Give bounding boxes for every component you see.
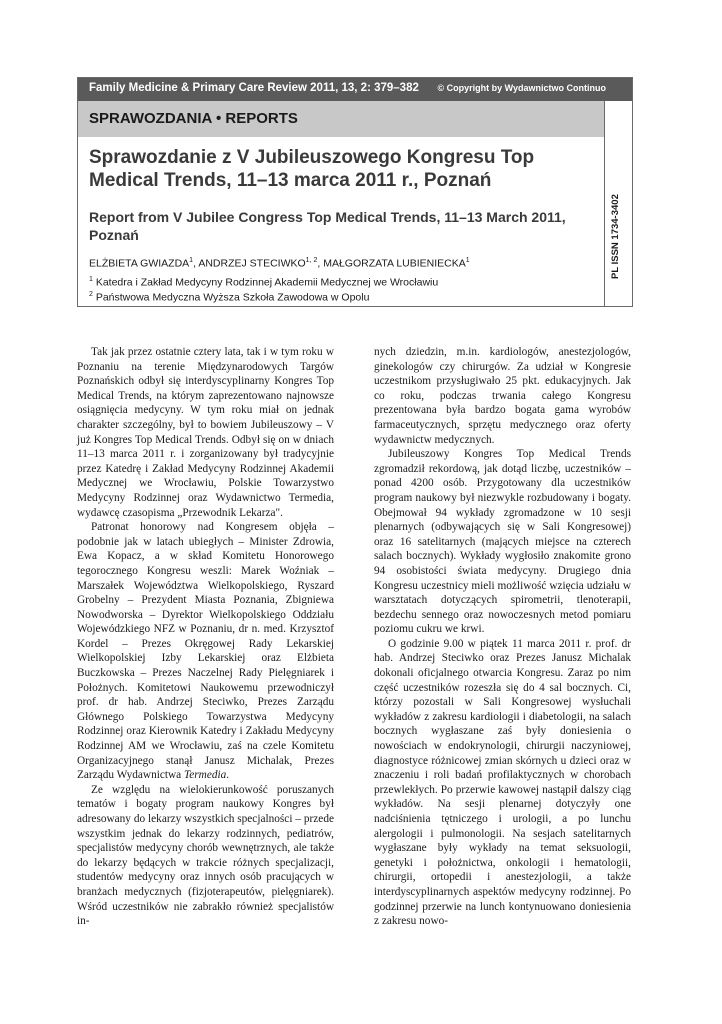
paragraph: Patronat honorowy nad Kongresem objęła – podobnie jak w latach ubiegłych – Minister Zdrowia, Ewa Kopacz, a w skład Komitetu Honorowego tegorocznego Kongresu weszli: Marek Woźniak – Marszałek Województwa Wielkopolskiego, Ryszard Grobelny – Prezydent Miasta Poznania, Zbigniewa Nowodworska – Dyrektor Wielkopolskiego Oddziału Wojewódzkiego NFZ w Poznaniu, dr n. med. Krzysztof Kordel – Prezes Okręgowej Rady Lekarskiej Wielkopolskiej Izby Lekarskiej oraz Elżbieta Buczkowska – Prezes Naczelnej Rady Pielęgniarek i Położnych. Komitetowi Naukowemu przewodniczył prof. dr hab. Andrzej Steciwko, Prezes Zarządu Głównego Polskiego Towarzystwa Medycyny Rodzinnej oraz Kierownik Katedry i Zakładu Medycyny Rodzinnej AM we Wrocławiu, zaś na czele Komitetu Organizacyjnego stanął Janusz Michalak, Prezes Zarządu Wydawnictwa Termedia. (77, 521, 334, 782)
body-column-right (374, 345, 631, 929)
section-bar (78, 101, 605, 137)
paragraph-text: Patronat honorowy nad Kongresem objęła – podobnie jak w latach ubiegłych – Minister Zdrowia, Ewa Kopacz, a w skład Komitetu Honorowego tegorocznego Kongresu weszli: Marek Woźniak – Marszałek Województwa Wielkopolskiego, Ryszard Grobelny – Prezydent Miasta Poznania, Zbigniewa Nowodworska – Dyrektor Wielkopolskiego Oddziału Wojewódzkiego NFZ w Poznaniu, dr n. med. Krzysztof Kordel – Prezes Okręgowej Rady Lekarskiej Wielkopolskiej Izby Lekarskiej oraz Elżbieta Buczkowska – Prezes Naczelnej Rady Pielęgniarek i Położnych. Komitetowi Naukowemu przewodniczył prof. dr hab. Andrzej Steciwko, Prezes Zarządu Głównego Polskiego Towarzystwa Medycyny Rodzinnej oraz Kierownik Katedry i Zakładu Medycyny Rodzinnej AM we Wrocławiu, zaś na czele Komitetu Organizacyjnego stanął Janusz Michalak, Prezes Zarządu Wydawnictwa (77, 521, 334, 782)
affiliation (89, 276, 438, 289)
affiliation (89, 291, 369, 304)
paragraph: Ze względu na wielokierunkowość poruszanych tematów i bogaty program naukowy Kongres był adresowany do lekarzy wszystkich specjalności – przede wszystkim jednak do lekarzy rodzinnych, pediatrów, specjalistów medycyny chorób wewnętrznych, ale także do lekarzy będących w trakcie różnych specjalizacji, studentów medycyny oraz innych osób pracujących w branżach medycznych (fizjoterapeutów, pielęgniarek). Wśród uczestników nie zabrakło również specjalistów in- (77, 783, 334, 928)
author-name: MAŁGORZATA LUBIENIECKA (323, 257, 466, 270)
journal-bar (78, 78, 632, 101)
section-label: SPRAWOZDANIA • REPORTS (89, 110, 298, 127)
author-affiliation-mark: 1, 2 (305, 257, 318, 264)
article-header (77, 77, 633, 307)
author-affiliation-mark: 1 (465, 257, 470, 264)
copyright-notice: © Copyright by Wydawnictwo Continuo (437, 83, 606, 93)
paragraph: Tak jak przez ostatnie cztery lata, tak i w tym roku w Poznaniu na terenie Międzynarodowych Targów Poznańskich odbył się interdyscyplinarny Kongres Top Medical Trends, na którym zaprezentowano najnowsze osiągnięcia medycyny. W tym roku miał on jednak charakter szczególny, był to bowiem Jubileuszowy – V już Kongres Top Medical Trends. Odbył się on w dniach 11–13 marca 2011 r. i zorganizowany był tradycyjnie przez Katedrę i Zakład Medycyny Rodzinnej Akademii Medycznej we Wrocławiu, Polskie Towarzystwo Medycyny Rodzinnej oraz Wydawnictwo Termedia, wydawcę czasopisma „Przewodnik Lekarza". (77, 346, 334, 519)
affiliation-mark: 2 (89, 291, 93, 298)
emphasis: Termedia (184, 769, 227, 782)
issn-strip (604, 101, 632, 306)
paragraph: O godzinie 9.00 w piątek 11 marca 2011 r. prof. dr hab. Andrzej Steciwko oraz Prezes Janusz Michalak dokonali oficjalnego otwarcia Kongresu. Zaraz po nim część uczestników rozeszła się do 4 sal bocznych. Ci, którzy pozostali w Sali Kongresowej wysłuchali wykładów z zakresu kardiologii i diabetologii, na salach bocznych wygłaszane zaś były doniesienia o nowościach w endokrynologii, chirurgii naczyniowej, diagnostyce różnicowej zmian skórnych u dzieci oraz w znaczeniu i roli badań profilaktycznych w chorobach przewlekłych. Po przerwie kawowej nastąpił dalszy ciąg wykładów. Na sesji plenarnej dotyczyły one nadciśnienia tętniczego i urologii, a po lunchu alergologii i pulmonologii. Na sesjach satelitarnych wygłaszane były wykłady na temat seksuologii, genetyki i położnictwa, onkologii i hematologii, chirurgii, ortopedii i anestezjologii, a także interdyscyplinarnych aspektów medycyny rodzinnej. Po godzinnej przerwie na lunch kontynuowano doniesienia z zakresu nowo- (374, 637, 631, 928)
paragraph: Jubileuszowy Kongres Top Medical Trends zgromadził rekordową, jak dotąd liczbę, uczestników – ponad 4200 osób. Przygotowany dla uczestników program naukowy był niezwykle rozbudowany i bogaty. Obejmował 94 wykłady zgromadzone w 10 sesji plenarnych (odbywających się w Sali Kongresowej) oraz 16 satelitarnych (mających miejsce na czterech salach bocznych). Wykłady wygłosiło znakomite grono 94 osobistości świata medycyny. Drugiego dnia Kongresu uczestnicy mieli możliwość wzięcia udziału w warsztatach dotyczących spirometrii, tlenoterapii, bezdechu sennego oraz nowoczesnych metod pomiaru poziomu cukru we krwi. (374, 448, 631, 636)
author-affiliation-mark: 1 (189, 257, 194, 264)
author-name: ELŻBIETA GWIAZDA (89, 257, 190, 270)
body-column-left (77, 345, 334, 929)
author-name: ANDRZEJ STECIWKO (198, 257, 306, 270)
paragraph: nych dziedzin, m.in. kardiologów, anestezjologów, ginekologów czy chirurgów. Za udział w Kongresie uczestnikom przysługiwało 25 pkt. edukacyjnych. Jak co roku, podczas trwania całego Kongresu prezentowana była bardzo bogata gama wyrobów farmaceutycznych, sprzętu medycznego oraz oferty wydawnictw medycznych. (374, 346, 631, 446)
affiliation-mark: 1 (89, 276, 93, 283)
author-list: ELŻBIETA GWIAZDA$^1$, ANDRZEJ STECIWKO$^{1, 2}$, MAŁGORZATA LUBIENIECKA$^1$ (89, 257, 470, 270)
article-title-polish: Sprawozdanie z V Jubileuszowego Kongresu Top Medical Trends, 11–13 marca 2011 r., Poznań (89, 147, 535, 191)
journal-reference: Family Medicine & Primary Care Review 2011, 13, 2: 379–382 (89, 82, 419, 94)
affiliation-text: Państwowa Medyczna Wyższa Szkoła Zawodowa w Opolu (95, 291, 370, 304)
article-title-english: Report from V Jubilee Congress Top Medical Trends, 11–13 March 2011, Poznań (89, 209, 566, 243)
affiliation-text: Katedra i Zakład Medycyny Rodzinnej Akademii Medycznej we Wrocławiu (95, 276, 439, 289)
issn: PL ISSN 1734-3402 (610, 194, 621, 279)
